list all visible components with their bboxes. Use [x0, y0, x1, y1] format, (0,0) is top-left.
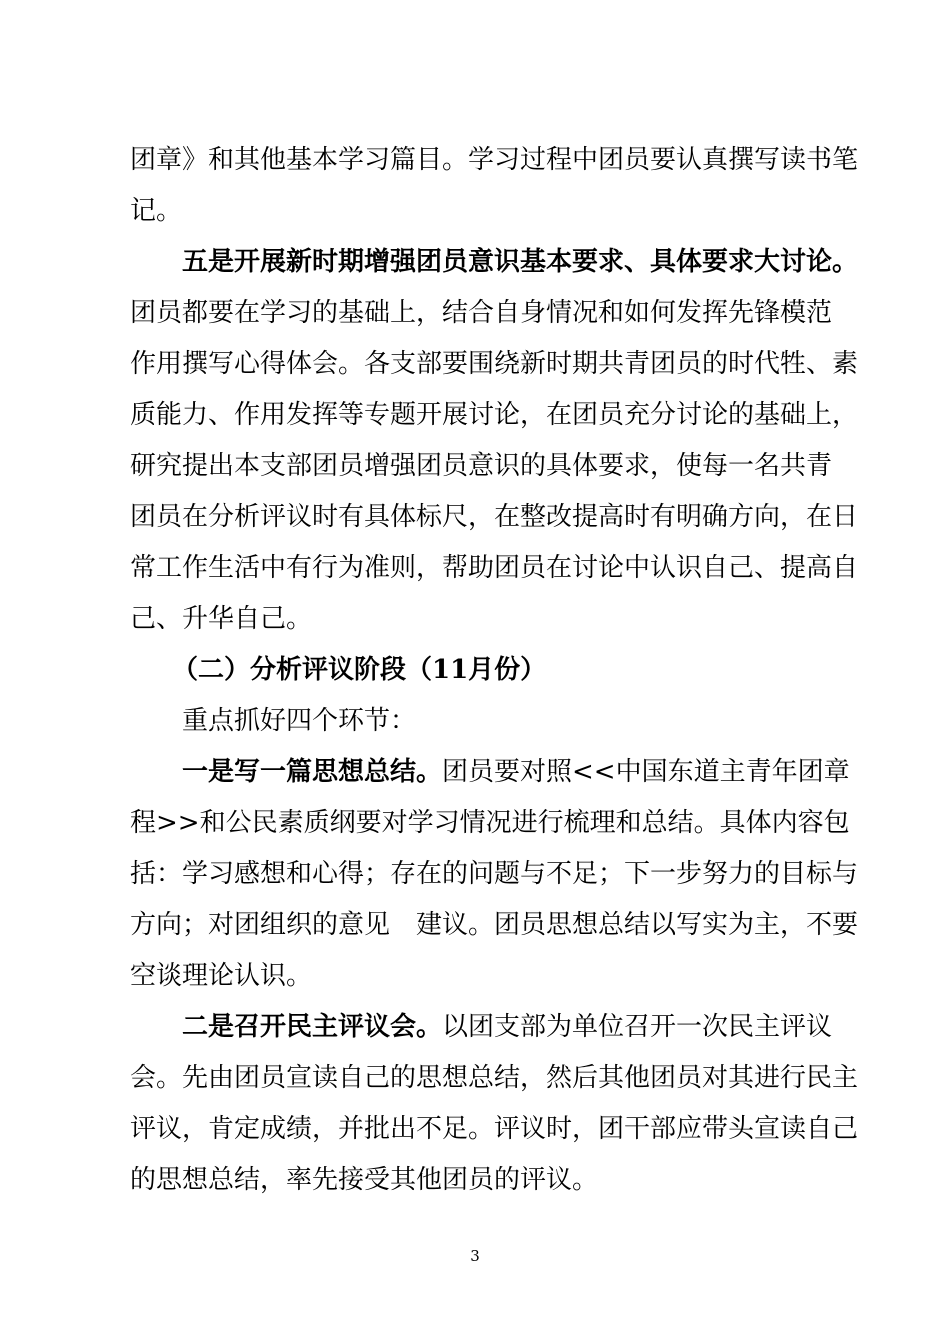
text-line: 团章》和其他基本学习篇目。学习过程中团员要认真撰写读书笔 — [130, 145, 859, 175]
page-number: 3 — [470, 1247, 480, 1265]
text-line: 评议，肯定成绩，并批出不足。评议时，团干部应带头宣读自己 — [130, 1114, 859, 1144]
paragraph-lead-line — [182, 242, 859, 282]
text-run: 团员要对照<<中国东道主青年团章 — [442, 757, 850, 787]
paragraph-lead-line — [182, 1007, 833, 1047]
text-line: 团员都要在学习的基础上，结合自身情况和如何发挥先锋模范 — [130, 298, 833, 328]
text-line: 常工作生活中有行为准则，帮助团员在讨论中认识自己、提高自 — [130, 553, 859, 583]
text-line: 空谈理论认识。 — [130, 961, 313, 991]
bold-lead-text: 二是召开民主评议会。 — [182, 1012, 443, 1042]
section-heading: （二）分析评议阶段（11月份） — [172, 655, 547, 685]
bold-lead-text: 一是写一篇思想总结。 — [182, 757, 443, 787]
text-line: 程>>和公民素质纲要对学习情况进行梳理和总结。具体内容包 — [130, 808, 850, 838]
text-line: 团员在分析评议时有具体标尺，在整改提高时有明确方向，在日 — [130, 502, 859, 532]
text-run: 以团支部为单位召开一次民主评议 — [442, 1012, 833, 1042]
paragraph-lead-line — [182, 752, 850, 792]
text-line: 括：学习感想和心得；存在的问题与不足；下一步努力的目标与 — [130, 859, 859, 889]
text-line: 的思想总结，率先接受其他团员的评议。 — [130, 1165, 599, 1195]
text-line: 记。 — [130, 196, 183, 226]
text-line: 己、升华自己。 — [130, 604, 313, 634]
text-line: 研究提出本支部团员增强团员意识的具体要求，使每一名共青 — [130, 451, 833, 481]
text-line: 方向；对团组织的意见 建议。团员思想总结以写实为主，不要 — [130, 910, 859, 940]
text-line: 作用撰写心得体会。各支部要围绕新时期共青团员的时代牲、素 — [130, 349, 859, 379]
text-line: 质能力、作用发挥等专题开展讨论，在团员充分讨论的基础上， — [130, 400, 859, 430]
text-line: 会。先由团员宣读自己的思想总结，然后其他团员对其进行民主 — [130, 1063, 859, 1093]
text-line: 重点抓好四个环节： — [182, 706, 417, 736]
bold-lead-text: 五是开展新时期增强团员意识基本要求、具体要求大讨论。 — [182, 247, 859, 277]
